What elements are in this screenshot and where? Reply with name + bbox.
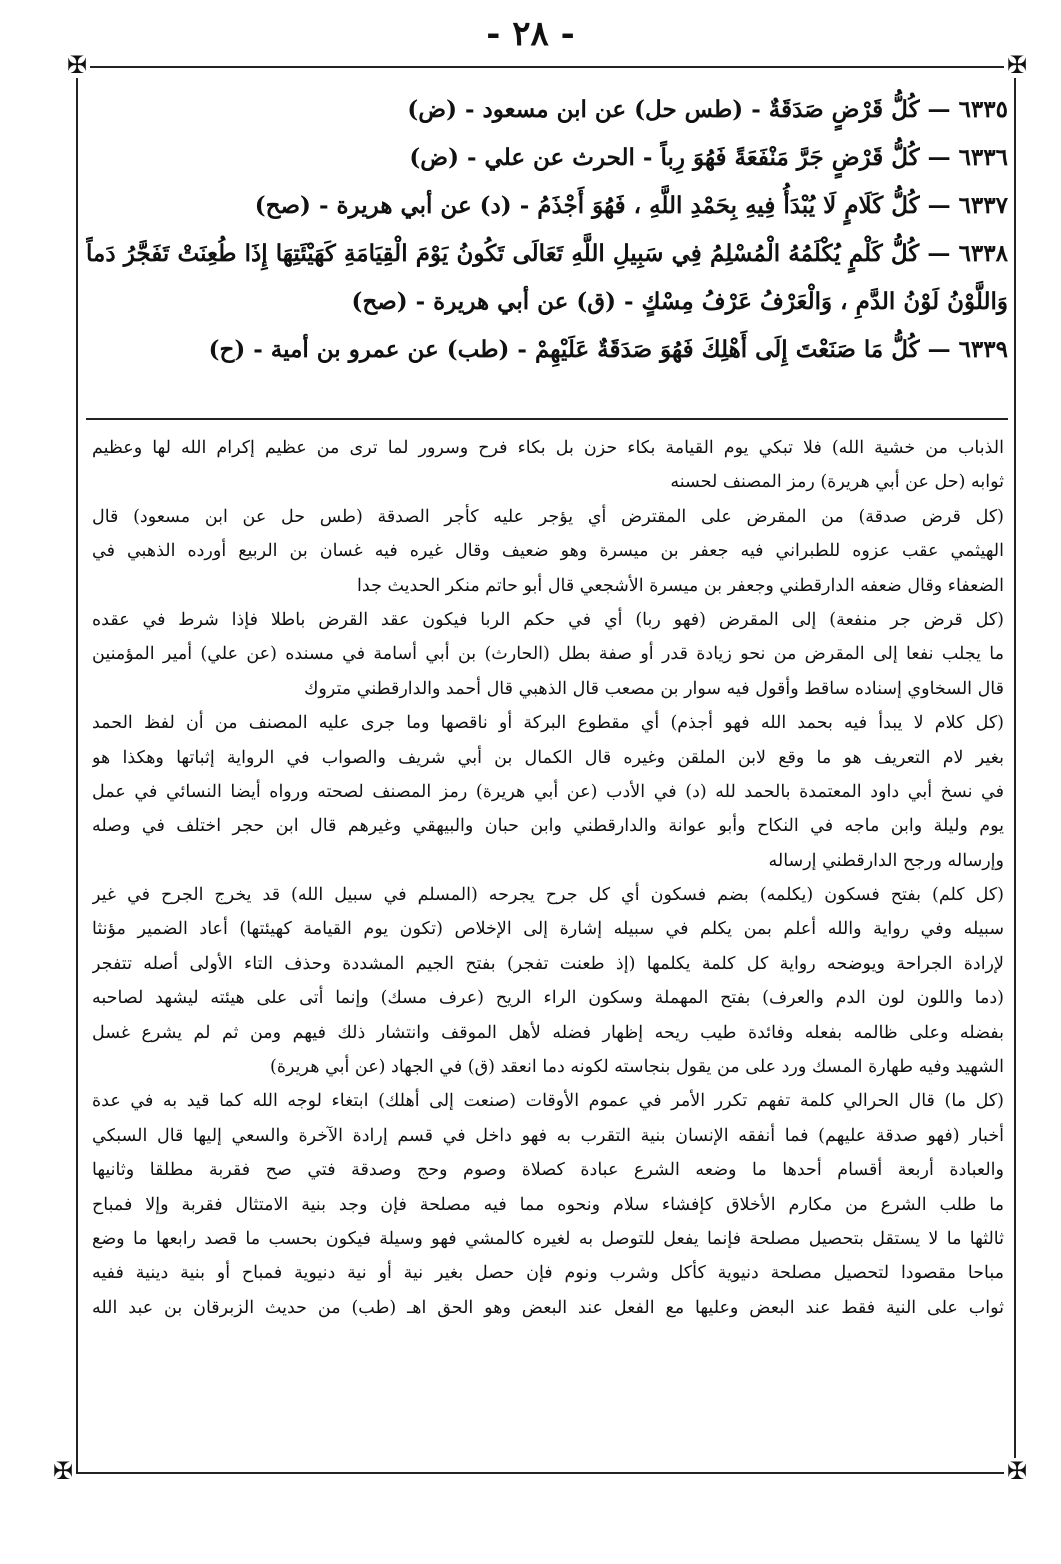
commentary-line: بفضله وعلى ظالمه بفعله وفائدة طيب ريحه إظهار فضله لأهل الموقف وانتشار ذلك فيهم ومن ثم لم يشرع غسل [92, 1022, 1004, 1043]
commentary-line: الضعفاء وقال ضعفه الدارقطني وجعفر بن ميسرة الأشجعي قال أبو حاتم منكر الحديث جدا [357, 575, 1004, 596]
frame-top-rule [76, 66, 1016, 68]
corner-ornament-icon: ✠ [50, 1458, 76, 1484]
commentary-line: ما طلب الشرع من مكارم الأخلاق كإفشاء سلام ونحوه مما فيه مصلحة فإن وجد بنية الامتثال فقربة وإلا فمباح [92, 1194, 1004, 1215]
commentary-line: ثالثها ما لا يستقل بتحصيل مصلحة فإنما يفعل للتوصل به لغيره كالمشي فهو وسيلة فيكون بحسب ما قصد رابعها ما وضع [92, 1228, 1004, 1249]
hadith-text-section [86, 86, 1008, 374]
commentary-line: (كل ما) قال الحرالي كلمة تفهم تكرر الأمر في عموم الأوقات (صنعت إلى أهلك) ابتغاء لوجه الله كما قيد به في عدة [92, 1091, 1004, 1112]
commentary-line: وإرساله ورجح الدارقطني إرساله [768, 850, 1004, 871]
commentary-line: مباحا مقصودا لتحصيل مصلحة دنيوية كأكل وشرب ونوم فإن حصل بغير نية أو نية دنيوية فمباح أو بنية دينية ففيه [92, 1263, 1004, 1284]
commentary-line: ثواب على النية فقط عند البعض وعليها مع الفعل عند البعض وهو الحق اهـ (طب) من حديث الزبرقان بن عبد الله [92, 1297, 1004, 1318]
commentary-line: (دما واللون لون الدم والعرف) بفتح المهملة وسكون الراء الريح (عرف مسك) وإنما أتى على هيئته ليشهد لصاحبه [92, 988, 1004, 1009]
commentary-line: ما يجلب نفعا إلى المقرض من نحو زيادة قدر أو صفة بطل (الحارث) بن أبي أسامة في مسنده (عن علي) أمير المؤمنين [92, 644, 1004, 665]
corner-ornament-icon: ✠ [1004, 52, 1030, 78]
commentary-line: الشهيد وفيه طهارة المسك ورد على من يقول بنجاسته لكونه دما انعقد (ق) في الجهاد (عن أبي هريرة) [270, 1057, 1004, 1078]
hadith-line: ٦٣٣٧ — كُلُّ كَلَامٍ لَا يُبْدَأُ فِيهِ بِحَمْدِ اللَّهِ ، فَهُوَ أَجْذَمُ - (د) عن أبي هريرة - (صح) [254, 192, 1008, 219]
commentary-line: (كل كلام لا يبدأ فيه بحمد الله فهو أجذم) أي مقطوع البركة أو ناقصها وما جرى عليه المصنف من أن لفظ الحمد [92, 713, 1004, 734]
commentary-line: والعبادة أربعة أقسام أحدها ما وضعه الشرع عبادة كصلاة وصوم وحج وصدقة فتي صح فقربة مطلقا وثانيها [92, 1160, 1004, 1181]
commentary-line: الذباب من خشية الله) فلا تبكي يوم القيامة بكاء حزن بل بكاء فرح وسرور لما ترى من عظيم إكرام الله لها وعظيم [92, 438, 1004, 458]
commentary-line: أخبار (فهو صدقة عليهم) فما أنفقه الإنسان بنية التقرب به فهو داخل في قسم إرادة الآخرة والسعي إليها قال السبكي [92, 1125, 1004, 1146]
commentary-line: قال السخاوي إسناده ساقط وأقول فيه سوار بن مصعب قال الذهبي قال أحمد والدارقطني متروك [304, 678, 1004, 699]
page-number: - ٢٨ - [486, 14, 575, 54]
commentary-line: يوم وليلة وابن ماجه في النكاح وأبو عوانة والدارقطني وابن حبان والبيهقي وغيرهم قال ابن حجر اختلف في وصله [92, 816, 1004, 837]
commentary-line: (كل قرض جر منفعة) إلى المقرض (فهو ربا) أي في حكم الربا فيكون عقد القرض باطلا فإذا شرط في عقده [92, 609, 1004, 630]
commentary-line: لإرادة الجراحة ويوضحه رواية كل كلمة يكلمها (إذ طعنت تفجر) بفتح الجيم المشددة وحذف التاء الأولى أصله تتفجر [92, 953, 1004, 974]
commentary-line: ثوابه (حل عن أبي هريرة) رمز المصنف لحسنه [670, 472, 1004, 493]
hadith-line: ٦٣٣٩ — كُلُّ مَا صَنَعْتَ إِلَى أَهْلِكَ فَهُوَ صَدَقَةٌ عَلَيْهِمْ - (طب) عن عمرو بن أمية - (ح) [208, 336, 1008, 363]
commentary-line: (كل قرض صدقة) من المقرض على المقترض أي يؤجر عليه كأجر الصدقة (طس حل عن ابن مسعود) قال [92, 506, 1004, 527]
hadith-line: ٦٣٣٨ — كُلُّ كَلْمٍ يُكْلَمُهُ الْمُسْلِمُ فِي سَبِيلِ اللَّهِ تَعَالَى تَكُونُ يَوْمَ الْقِيَامَةِ كَهَيْئَتِهَا إِذَا طُعِنَتْ تَفَجَّرُ دَماً [86, 240, 1008, 267]
commentary-section [92, 431, 1004, 1325]
corner-ornament-icon: ✠ [1004, 1458, 1030, 1484]
hadith-line: ٦٣٣٥ — كُلُّ قَرْضٍ صَدَقَةٌ - (طس حل) عن ابن مسعود - (ض) [407, 96, 1008, 123]
commentary-line: بغير لام التعريف هو ما وقع لابن الملقن وغيره قال الكمال بن أبي شريف والصواب في الرواية إثباتها وهكذا هو [92, 747, 1004, 768]
frame-bottom-rule [76, 1472, 1016, 1474]
commentary-line: سبيله وفي رواية والله أعلم بمن يكلم في سبيله إشارة إلى الإخلاص (تكون يوم القيامة كهيئتها) أعاد الضمير مؤنثا [92, 919, 1004, 940]
hadith-line: ٦٣٣٦ — كُلُّ قَرْضٍ جَرَّ مَنْفَعَةً فَهُوَ رِباً - الحرث عن علي - (ض) [409, 144, 1008, 171]
commentary-line: الهيثمي عقب عزوه للطبراني فيه جعفر بن ميسرة وهو ضعيف وقال غيره فيه غسان بن الربيع أورده الذهبي في [92, 541, 1004, 562]
section-divider [86, 418, 1008, 420]
commentary-line: (كل كلم) بفتح فسكون (يكلمه) بضم فسكون أي كل جرح يجرحه (المسلم في سبيل الله) قد يخرج الجرح في غير [92, 885, 1004, 906]
corner-ornament-icon: ✠ [64, 52, 90, 78]
hadith-line: وَاللَّوْنُ لَوْنُ الدَّمِ ، وَالْعَرْفُ عَرْفُ مِسْكٍ - (ق) عن أبي هريرة - (صح) [351, 288, 1008, 315]
commentary-line: في نسخ أبي داود المعتمدة بالحمد لله (د) في الأدب (عن أبي هريرة) رمز المصنف لصحته ورواه أيضا النسائي في عمل [92, 781, 1004, 802]
